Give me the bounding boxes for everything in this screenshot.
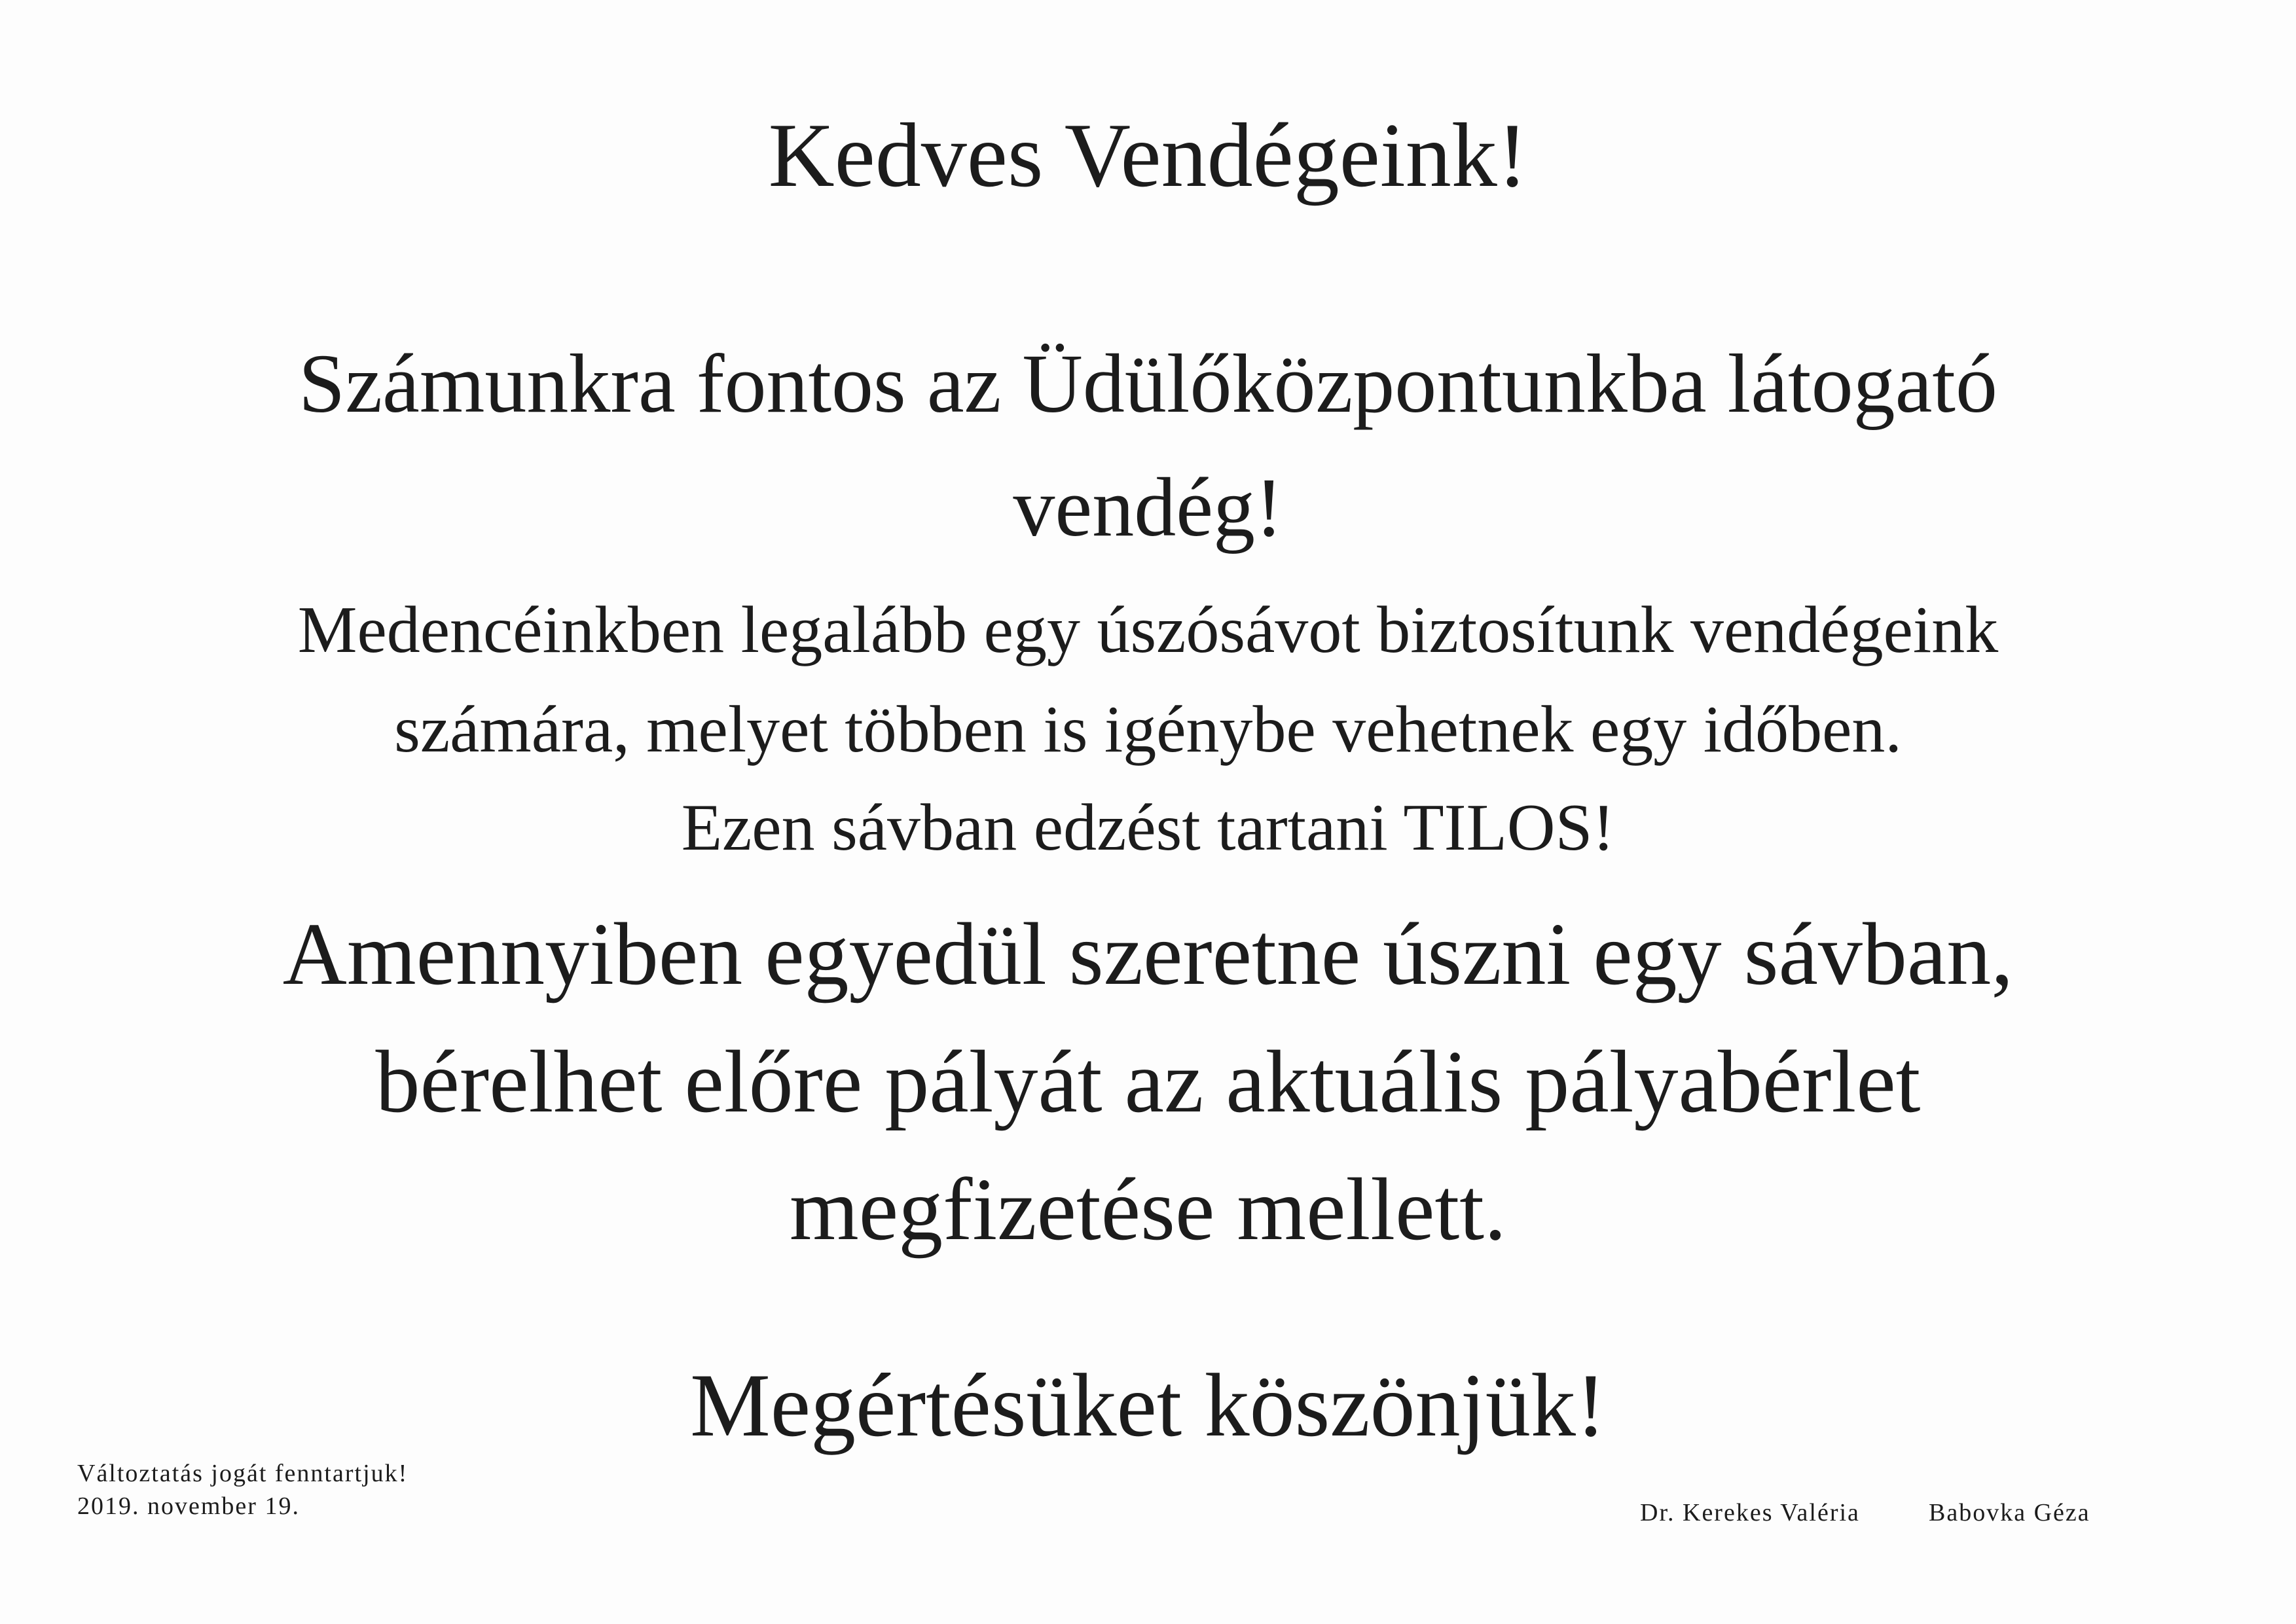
importance-line-1: Számunkra fontos az Üdülőközpontunkba látogató xyxy=(299,337,1997,430)
signatory-1: Dr. Kerekes Valéria xyxy=(1640,1499,1860,1526)
thanks-line: Megértésüket köszönjük! xyxy=(690,1355,1606,1455)
footer-left-block xyxy=(77,1457,408,1523)
rental-info-line-1: Amennyiben egyedül szeretne úszni egy sávban, xyxy=(282,905,2014,1003)
lane-info-line-1: Medencéinkben legalább egy úszósávot biztosítunk vendégeink xyxy=(297,593,1999,667)
lane-info-line-2: számára, melyet többen is igénybe vehetnek egy időben. xyxy=(394,693,1902,767)
signatory-2: Babovka Géza xyxy=(1929,1499,2090,1526)
rental-info-line-3: megfizetése mellett. xyxy=(789,1161,1507,1259)
disclaimer-text: Változtatás jogát fenntartjuk! xyxy=(77,1460,409,1487)
notice-date: 2019. november 19. xyxy=(77,1492,300,1520)
greeting-heading: Kedves Vendégeink! xyxy=(768,105,1528,206)
lane-info-line-3: Ezen sávban edzést tartani TILOS! xyxy=(681,791,1615,865)
rental-info-line-2: bérelhet előre pályát az aktuális pályabérlet xyxy=(375,1033,1921,1131)
importance-line-2: vendég! xyxy=(1013,461,1283,554)
